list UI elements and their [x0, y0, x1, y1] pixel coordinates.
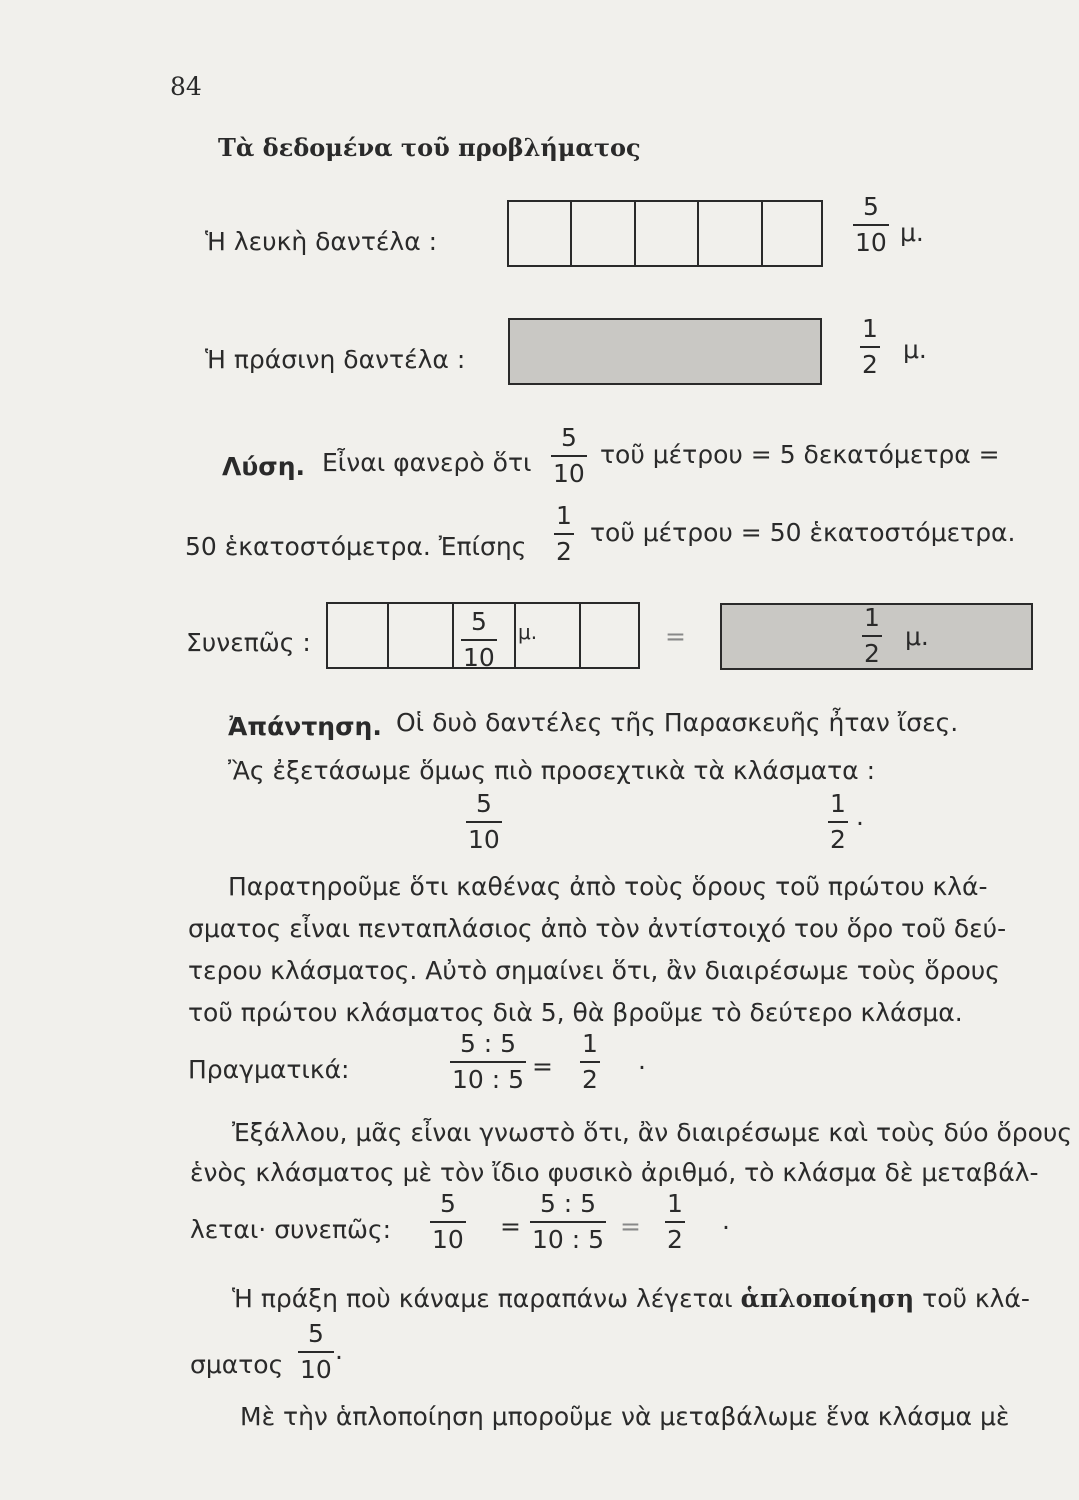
lace-cell-divider: [570, 202, 572, 265]
equals-sign: =: [620, 1212, 641, 1241]
period: .: [638, 1046, 646, 1075]
answer-fraction: [828, 790, 848, 854]
solution-text: 50 ἑκατοστόμετρα. Ἐπίσης: [185, 532, 527, 561]
paragraph-text: τοῦ κλά-: [922, 1284, 1030, 1313]
solution-text: τοῦ μέτρου = 5 δεκατόμετρα =: [600, 440, 1000, 469]
white-lace-label: Ἡ λευκὴ δαντέλα :: [205, 227, 438, 256]
paragraph-text: Ἡ πράξη ποὺ κάναμε παραπάνω λέγεται: [232, 1284, 733, 1313]
fraction-bar: [551, 455, 587, 457]
fraction-bar: [530, 1221, 606, 1223]
green-lace-label: Ἡ πράσινη δαντέλα :: [205, 345, 466, 374]
solution-label: Λύση.: [222, 452, 305, 481]
indeed-label: Πραγματικά:: [188, 1055, 350, 1084]
fraction-bar: [860, 346, 880, 348]
fraction-bar: [853, 224, 889, 226]
fraction-denominator: 10: [432, 1225, 464, 1254]
fraction-bar: [298, 1351, 334, 1353]
fraction-denominator: 2: [582, 1065, 598, 1094]
answer-fraction: [466, 790, 502, 854]
consequently-left-fraction: [461, 608, 497, 672]
fraction-denominator: 10: [300, 1355, 332, 1384]
fraction-bar: [430, 1221, 466, 1223]
paragraph-fraction: [530, 1190, 606, 1254]
unit-label: μ.: [903, 335, 927, 364]
fraction-bar: [450, 1061, 526, 1063]
fraction-numerator: 5: [307, 1319, 324, 1348]
fraction-denominator: 10: [468, 825, 500, 854]
unit-label: μ.: [900, 218, 924, 247]
white-lace-diagram: [507, 200, 823, 267]
period: .: [856, 802, 864, 831]
fraction-numerator: 5: [475, 789, 492, 818]
fraction-numerator: 5 : 5: [459, 1029, 517, 1058]
paragraph-fraction: [430, 1190, 466, 1254]
paragraph-line: λεται· συνεπῶς:: [190, 1215, 392, 1244]
fraction-numerator: 1: [582, 1029, 598, 1058]
fraction-numerator: 5: [439, 1189, 456, 1218]
fraction-bar: [862, 635, 882, 637]
white-lace-fraction: [853, 193, 889, 257]
green-lace-diagram: [508, 318, 822, 385]
fraction-bar: [828, 821, 848, 823]
paragraph-line: Μὲ τὴν ἁπλοποίηση μποροῦμε νὰ μεταβάλωμε ἕνα κλάσμα μὲ: [240, 1402, 1010, 1431]
paragraph-line: [232, 1284, 1030, 1314]
fraction-denominator: 2: [864, 639, 880, 668]
fraction-denominator: 2: [830, 825, 846, 854]
paragraph-fraction: [298, 1320, 334, 1384]
fraction-numerator: 1: [667, 1189, 683, 1218]
fraction-numerator: 5: [862, 192, 879, 221]
lace-cell-divider: [387, 604, 389, 667]
fraction-bar: [461, 639, 497, 641]
fraction-denominator: 10: [855, 228, 887, 257]
fraction-numerator: 5: [560, 423, 577, 452]
fraction-denominator: 10 : 5: [532, 1225, 605, 1254]
fraction-denominator: 2: [667, 1225, 683, 1254]
lace-cell-divider: [697, 202, 699, 265]
paragraph-line: ἑνὸς κλάσματος μὲ τὸν ἴδιο φυσικὸ ἀριθμό, τὸ κλάσμα δὲ μεταβάλ-: [190, 1158, 1039, 1187]
solution-fraction: [551, 424, 587, 488]
fraction-bar: [665, 1221, 685, 1223]
fraction-denominator: 10: [463, 643, 495, 672]
answer-text: Ἂς ἐξετάσωμε ὅμως πιὸ προσεχτικὰ τὰ κλάσματα :: [228, 756, 876, 785]
indeed-fraction: [580, 1030, 600, 1094]
page-number: 84: [170, 72, 202, 101]
solution-text: τοῦ μέτρου = 50 ἑκατοστόμετρα.: [590, 518, 1016, 547]
equals-sign: =: [665, 622, 686, 651]
equals-sign: =: [500, 1212, 521, 1241]
lace-cell-divider: [514, 604, 516, 667]
period: .: [722, 1206, 730, 1235]
solution-text: Εἶναι φανερὸ ὅτι: [322, 448, 532, 477]
fraction-denominator: 10 : 5: [452, 1065, 525, 1094]
consequently-label: Συνεπῶς :: [186, 628, 311, 657]
lace-cell-divider: [452, 604, 454, 667]
fraction-denominator: 2: [862, 350, 878, 379]
fraction-denominator: 2: [556, 537, 572, 566]
fraction-denominator: 10: [553, 459, 585, 488]
paragraph-line: τερου κλάσματος. Αὐτὸ σημαίνει ὅτι, ἂν διαιρέσωμε τοὺς ὅρους: [188, 956, 1000, 985]
fraction-bar: [466, 821, 502, 823]
fraction-bar: [580, 1061, 600, 1063]
lace-cell-divider: [579, 604, 581, 667]
paragraph-line: τοῦ πρώτου κλάσματος διὰ 5, θὰ βροῦμε τὸ δεύτερο κλάσμα.: [188, 998, 963, 1027]
lace-cell-divider: [634, 202, 636, 265]
fraction-numerator: 1: [862, 314, 878, 343]
section-title: Τὰ δεδομένα τοῦ προβλήματος: [218, 133, 641, 162]
fraction-bar: [554, 533, 574, 535]
solution-fraction: [554, 502, 574, 566]
term-simplification: ἁπλοποίηση: [740, 1284, 915, 1313]
fraction-numerator: 5: [470, 607, 487, 636]
fraction-numerator: 1: [864, 603, 880, 632]
answer-label: Ἀπάντηση.: [228, 712, 382, 741]
period: .: [335, 1336, 343, 1365]
fraction-numerator: 1: [830, 789, 846, 818]
indeed-fraction: [450, 1030, 526, 1094]
fraction-numerator: 5 : 5: [539, 1189, 597, 1218]
consequently-right-fraction: [862, 604, 882, 668]
lace-cell-divider: [761, 202, 763, 265]
paragraph-line: Παρατηροῦμε ὅτι καθένας ἀπὸ τοὺς ὅρους τοῦ πρώτου κλά-: [228, 872, 988, 901]
paragraph-line: σματος εἶναι πενταπλάσιος ἀπὸ τὸν ἀντίστοιχό του ὅρο τοῦ δεύ-: [188, 914, 1007, 943]
paragraph-line: σματος: [190, 1350, 284, 1379]
unit-label: μ.: [905, 622, 929, 651]
unit-label: μ.: [518, 620, 538, 644]
equals-sign: =: [532, 1052, 553, 1081]
paragraph-line: Ἐξάλλου, μᾶς εἶναι γνωστὸ ὅτι, ἂν διαιρέσωμε καὶ τοὺς δύο ὅρους: [232, 1118, 1073, 1147]
answer-text: Οἱ δυὸ δαντέλες τῆς Παρασκευῆς ἦταν ἴσες.: [396, 708, 959, 737]
green-lace-fraction: [860, 315, 880, 379]
fraction-numerator: 1: [556, 501, 572, 530]
paragraph-fraction: [665, 1190, 685, 1254]
